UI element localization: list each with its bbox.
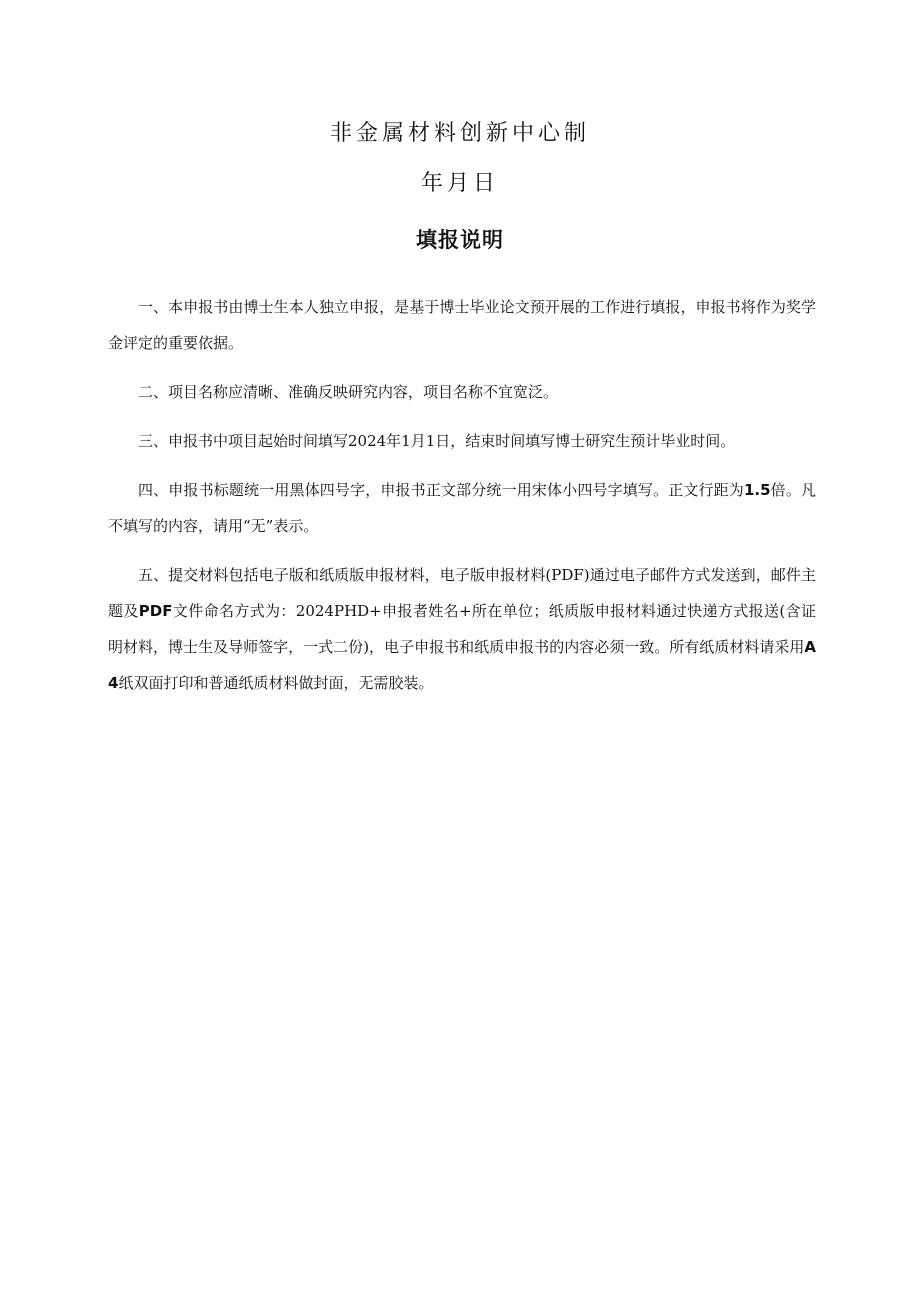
paragraph-4-text-a: 四、申报书标题统一用黑体四号字，申报书正文部分统一用宋体小四号字填写。正文行距为 — [138, 481, 744, 499]
paper-size-label: A4 — [108, 638, 816, 692]
instruction-paragraph-5 — [108, 557, 816, 701]
instruction-paragraph-3: 三、申报书中项目起始时间填写2024年1月1日，结束时间填写博士研究生预计毕业时间。 — [138, 432, 736, 450]
paragraph-5-text-a: 五、提交材料包括电子版和纸质版申报材料，电子版申报材料(PDF)通过电子邮件方式发送到，邮件主题及 — [108, 566, 816, 620]
pdf-label: PDF — [138, 602, 173, 620]
instruction-paragraph-4 — [108, 472, 816, 544]
instructions-heading: 填报说明 — [416, 228, 504, 252]
instruction-paragraph-2: 二、项目名称应清晰、准确反映研究内容，项目名称不宜宽泛。 — [138, 383, 559, 401]
paragraph-5-text-c: 纸双面打印和普通纸质材料做封面，无需胶装。 — [118, 674, 434, 692]
date-placeholder: 年月日 — [420, 171, 499, 196]
organization-line: 非金属材料创新中心制 — [329, 121, 590, 146]
paragraph-5-text-b: 文件命名方式为：2024PHD+申报者姓名+所在单位；纸质版申报材料通过快递方式报送(含证明材料，博士生及导师签字，一式二份)，电子申报书和纸质申报书的内容必须一致。所有纸质材料请采用 — [108, 602, 816, 656]
paragraph-4-text-b: 倍。凡不填写的内容，请用“无”表示。 — [108, 481, 816, 535]
instructions-body — [108, 289, 816, 714]
line-spacing-value: 1.5 — [743, 481, 771, 499]
instruction-paragraph-1: 一、本申报书由博士生本人独立申报，是基于博士毕业论文预开展的工作进行填报，申报书将作为奖学金评定的重要依据。 — [108, 298, 816, 352]
